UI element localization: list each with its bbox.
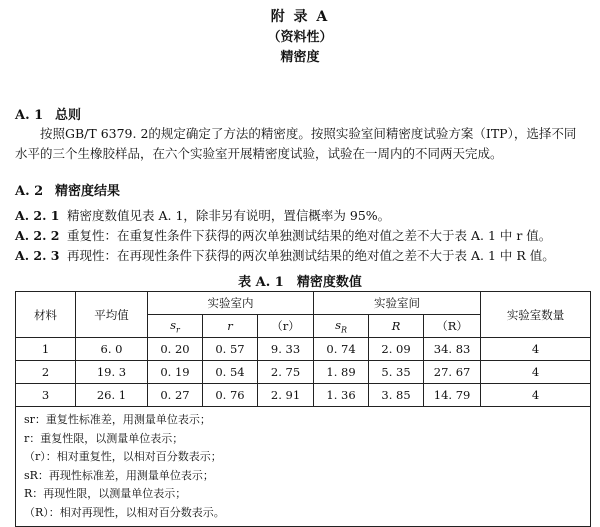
note-item: r：重复性限，以测量单位表示； xyxy=(24,431,184,445)
section-a2-heading xyxy=(15,180,120,199)
cell-R: 5. 35 xyxy=(369,361,424,384)
clause-a22 xyxy=(15,226,551,244)
cell-R-relative: 14. 79 xyxy=(424,384,481,407)
cell-material: 2 xyxy=(16,361,76,384)
cell-r: 0. 54 xyxy=(203,361,258,384)
cell-lab-count: 4 xyxy=(481,338,591,361)
cell-mean: 6. 0 xyxy=(76,338,148,361)
header-sr: $s_r$ xyxy=(148,315,203,338)
cell-r-relative: 2. 91 xyxy=(258,384,314,407)
annex-title: 附 录 A xyxy=(270,9,330,25)
cell-sR: 0. 74 xyxy=(314,338,369,361)
clause-number: A. 2. 3 xyxy=(15,248,60,263)
clause-text: 再现性：在再现性条件下获得的两次单独测试结果的绝对值之差不大于表 A. 1 中 R 值。 xyxy=(67,248,555,263)
clause-text: 重复性：在重复性条件下获得的两次单独测试结果的绝对值之差不大于表 A. 1 中 r 值。 xyxy=(67,228,552,243)
cell-sr: 0. 20 xyxy=(148,338,203,361)
cell-sR: 1. 89 xyxy=(314,361,369,384)
section-a1-para-line2: 水平的三个生橡胶样品，在六个实验室开展精密度试验，试验在一周内的不同两天完成。 xyxy=(15,146,503,161)
table-row xyxy=(16,384,591,407)
note-item: （r）：相对重复性，以相对百分数表示； xyxy=(24,450,222,463)
cell-r: 0. 57 xyxy=(203,338,258,361)
header-r-relative: （r） xyxy=(258,315,314,338)
section-a1-para-line1: 按照GB/T 6379. 2的规定确定了方法的精密度。按照实验室间精密度试验方案（ITP），选择不同 xyxy=(40,126,577,141)
table-notes xyxy=(16,407,591,527)
clause-number: A. 2. 2 xyxy=(15,228,60,243)
cell-lab-count: 4 xyxy=(481,361,591,384)
note-item: sR：再现性标准差，用测量单位表示； xyxy=(24,468,214,482)
table-notes-row xyxy=(16,407,591,527)
clause-text: 精密度数值见表 A. 1，除非另有说明，置信概率为 95%。 xyxy=(67,208,391,223)
cell-sr: 0. 19 xyxy=(148,361,203,384)
cell-r-relative: 2. 75 xyxy=(258,361,314,384)
header-R-relative: （R） xyxy=(424,315,481,338)
cell-sr: 0. 27 xyxy=(148,384,203,407)
cell-R: 2. 09 xyxy=(369,338,424,361)
header-sR: $s_R$ xyxy=(314,315,369,338)
cell-R: 3. 85 xyxy=(369,384,424,407)
precision-table xyxy=(15,291,591,527)
header-material: 材料 xyxy=(16,292,76,338)
section-a1-heading xyxy=(15,104,81,123)
note-item: R：再现性限，以测量单位表示； xyxy=(24,487,187,500)
section-title: 精密度结果 xyxy=(55,184,121,199)
cell-mean: 26. 1 xyxy=(76,384,148,407)
section-number: A. 2 xyxy=(15,184,44,199)
cell-lab-count: 4 xyxy=(481,384,591,407)
header-lab-count: 实验室数量 xyxy=(481,292,591,338)
cell-R-relative: 34. 83 xyxy=(424,338,481,361)
table-row xyxy=(16,361,591,384)
table-row xyxy=(16,338,591,361)
annex-subtitle: （资料性） xyxy=(267,30,333,45)
cell-material: 3 xyxy=(16,384,76,407)
header-R: R xyxy=(369,315,424,338)
note-item: （R）：相对再现性，以相对百分数表示。 xyxy=(24,505,225,519)
cell-sR: 1. 36 xyxy=(314,384,369,407)
cell-R-relative: 27. 67 xyxy=(424,361,481,384)
section-number: A. 1 xyxy=(15,108,44,123)
note-item: sr：重复性标准差，用测量单位表示； xyxy=(24,413,211,426)
header-mean: 平均值 xyxy=(76,292,148,338)
header-within-lab: 实验室内 xyxy=(148,292,314,315)
clause-a23 xyxy=(15,246,555,264)
cell-material: 1 xyxy=(16,338,76,361)
clause-number: A. 2. 1 xyxy=(15,208,60,223)
cell-r: 0. 76 xyxy=(203,384,258,407)
clause-a21 xyxy=(15,206,390,224)
section-title: 总则 xyxy=(55,108,82,123)
annex-heading: 精密度 xyxy=(280,50,320,65)
cell-mean: 19. 3 xyxy=(76,361,148,384)
header-r: r xyxy=(203,315,258,338)
cell-r-relative: 9. 33 xyxy=(258,338,314,361)
table-caption: 表 A. 1 精密度数值 xyxy=(238,275,362,290)
header-between-lab: 实验室间 xyxy=(314,292,481,315)
